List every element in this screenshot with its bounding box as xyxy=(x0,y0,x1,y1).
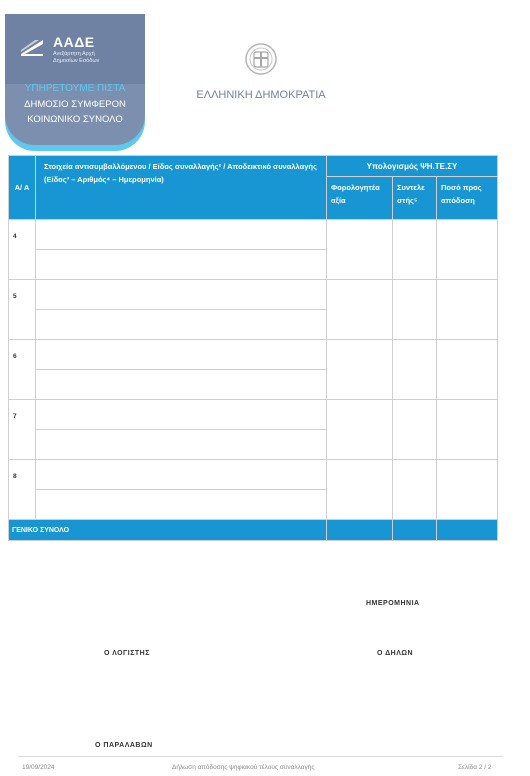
row-number: 4 xyxy=(9,220,36,280)
col-header-calculation-group: Υπολογισμός ΨΗ.ΤΕ.ΣΥ xyxy=(327,156,498,177)
col-header-amount-due: Ποσό προς απόδοση xyxy=(437,177,498,220)
footer-divider xyxy=(18,756,503,757)
row-number: 6 xyxy=(9,340,36,400)
description-cell-bottom[interactable] xyxy=(36,250,327,280)
aade-logo-mark-icon xyxy=(19,36,45,58)
row-number: 8 xyxy=(9,460,36,520)
total-taxable-value-cell[interactable] xyxy=(327,520,393,541)
footer-page-number: Σελίδα 2 / 2 xyxy=(458,764,492,771)
coefficient-cell[interactable] xyxy=(393,460,437,520)
amount-due-cell[interactable] xyxy=(437,460,498,520)
description-cell-bottom[interactable] xyxy=(36,490,327,520)
footer-title: Δήλωση απόδοσης ψηφιακού τέλους συναλλαγής xyxy=(172,764,315,771)
logo-name: ΑΑΔΕ xyxy=(53,34,95,50)
table-row xyxy=(9,280,498,310)
motto-line2: ΔΗΜΟΣΙΟ ΣΥΜΦΕΡΟΝ xyxy=(24,99,126,110)
table-row xyxy=(9,460,498,490)
col-header-coefficient: Συντελε στής⁵ xyxy=(393,177,437,220)
coefficient-cell[interactable] xyxy=(393,400,437,460)
declarant-label: Ο ΔΗΛΩΝ xyxy=(377,650,414,657)
receiver-label: Ο ΠΑΡΑΛΑΒΩΝ xyxy=(95,742,153,749)
description-cell-bottom[interactable] xyxy=(36,310,327,340)
aade-logo-panel xyxy=(5,14,145,145)
taxable-value-cell[interactable] xyxy=(327,460,393,520)
accountant-label: Ο ΛΟΓΙΣΤΗΣ xyxy=(104,650,150,657)
taxable-value-cell[interactable] xyxy=(327,220,393,280)
table-row xyxy=(9,400,498,430)
description-cell-bottom[interactable] xyxy=(36,370,327,400)
table-row xyxy=(9,220,498,250)
description-cell-top[interactable] xyxy=(36,460,327,490)
taxable-value-cell[interactable] xyxy=(327,340,393,400)
date-label: ΗΜΕΡΟΜΗΝΙΑ xyxy=(366,600,420,607)
amount-due-cell[interactable] xyxy=(437,280,498,340)
description-cell-top[interactable] xyxy=(36,400,327,430)
taxable-value-cell[interactable] xyxy=(327,400,393,460)
grand-total-label: ΓΕΝΙΚΟ ΣΥΝΟΛΟ xyxy=(9,520,327,541)
total-amount-due-cell[interactable] xyxy=(437,520,498,541)
coefficient-cell[interactable] xyxy=(393,340,437,400)
coefficient-cell[interactable] xyxy=(393,220,437,280)
amount-due-cell[interactable] xyxy=(437,400,498,460)
col-header-taxable-value: Φορολογητέα αξία xyxy=(327,177,393,220)
logo-subtitle-line1: Ανεξάρτητη Αρχή xyxy=(53,51,95,57)
description-cell-top[interactable] xyxy=(36,220,327,250)
greek-coat-of-arms-icon xyxy=(243,41,279,77)
motto-line3: ΚΟΙΝΩΝΙΚΟ ΣΥΝΟΛΟ xyxy=(27,114,123,125)
total-row xyxy=(9,520,498,541)
col-header-aa: Α/ Α xyxy=(9,156,36,220)
amount-due-cell[interactable] xyxy=(437,220,498,280)
row-number: 7 xyxy=(9,400,36,460)
table-row xyxy=(9,340,498,370)
col-header-description: Στοιχεία αντισυμβαλλόμενου / Είδος συναλλαγής² / Αποδεικτικό συναλλαγής (Είδος³ – Αριθμός⁴ – Ημερομηνία) xyxy=(36,156,327,220)
amount-due-cell[interactable] xyxy=(437,340,498,400)
row-number: 5 xyxy=(9,280,36,340)
coefficient-cell[interactable] xyxy=(393,280,437,340)
description-cell-top[interactable] xyxy=(36,340,327,370)
description-cell-top[interactable] xyxy=(36,280,327,310)
motto-line1: ΥΠΗΡΕΤΟΥΜΕ ΠΙΣΤΑ xyxy=(24,83,126,94)
footer-date: 19/09/2024 xyxy=(22,764,55,771)
transactions-table xyxy=(8,155,498,541)
description-cell-bottom[interactable] xyxy=(36,430,327,460)
total-coefficient-cell[interactable] xyxy=(393,520,437,541)
taxable-value-cell[interactable] xyxy=(327,280,393,340)
logo-subtitle-line2: Δημοσίων Εσόδων xyxy=(53,58,100,64)
republic-title: ΕΛΛΗΝΙΚΗ ΔΗΜΟΚΡΑΤΙΑ xyxy=(196,89,326,101)
